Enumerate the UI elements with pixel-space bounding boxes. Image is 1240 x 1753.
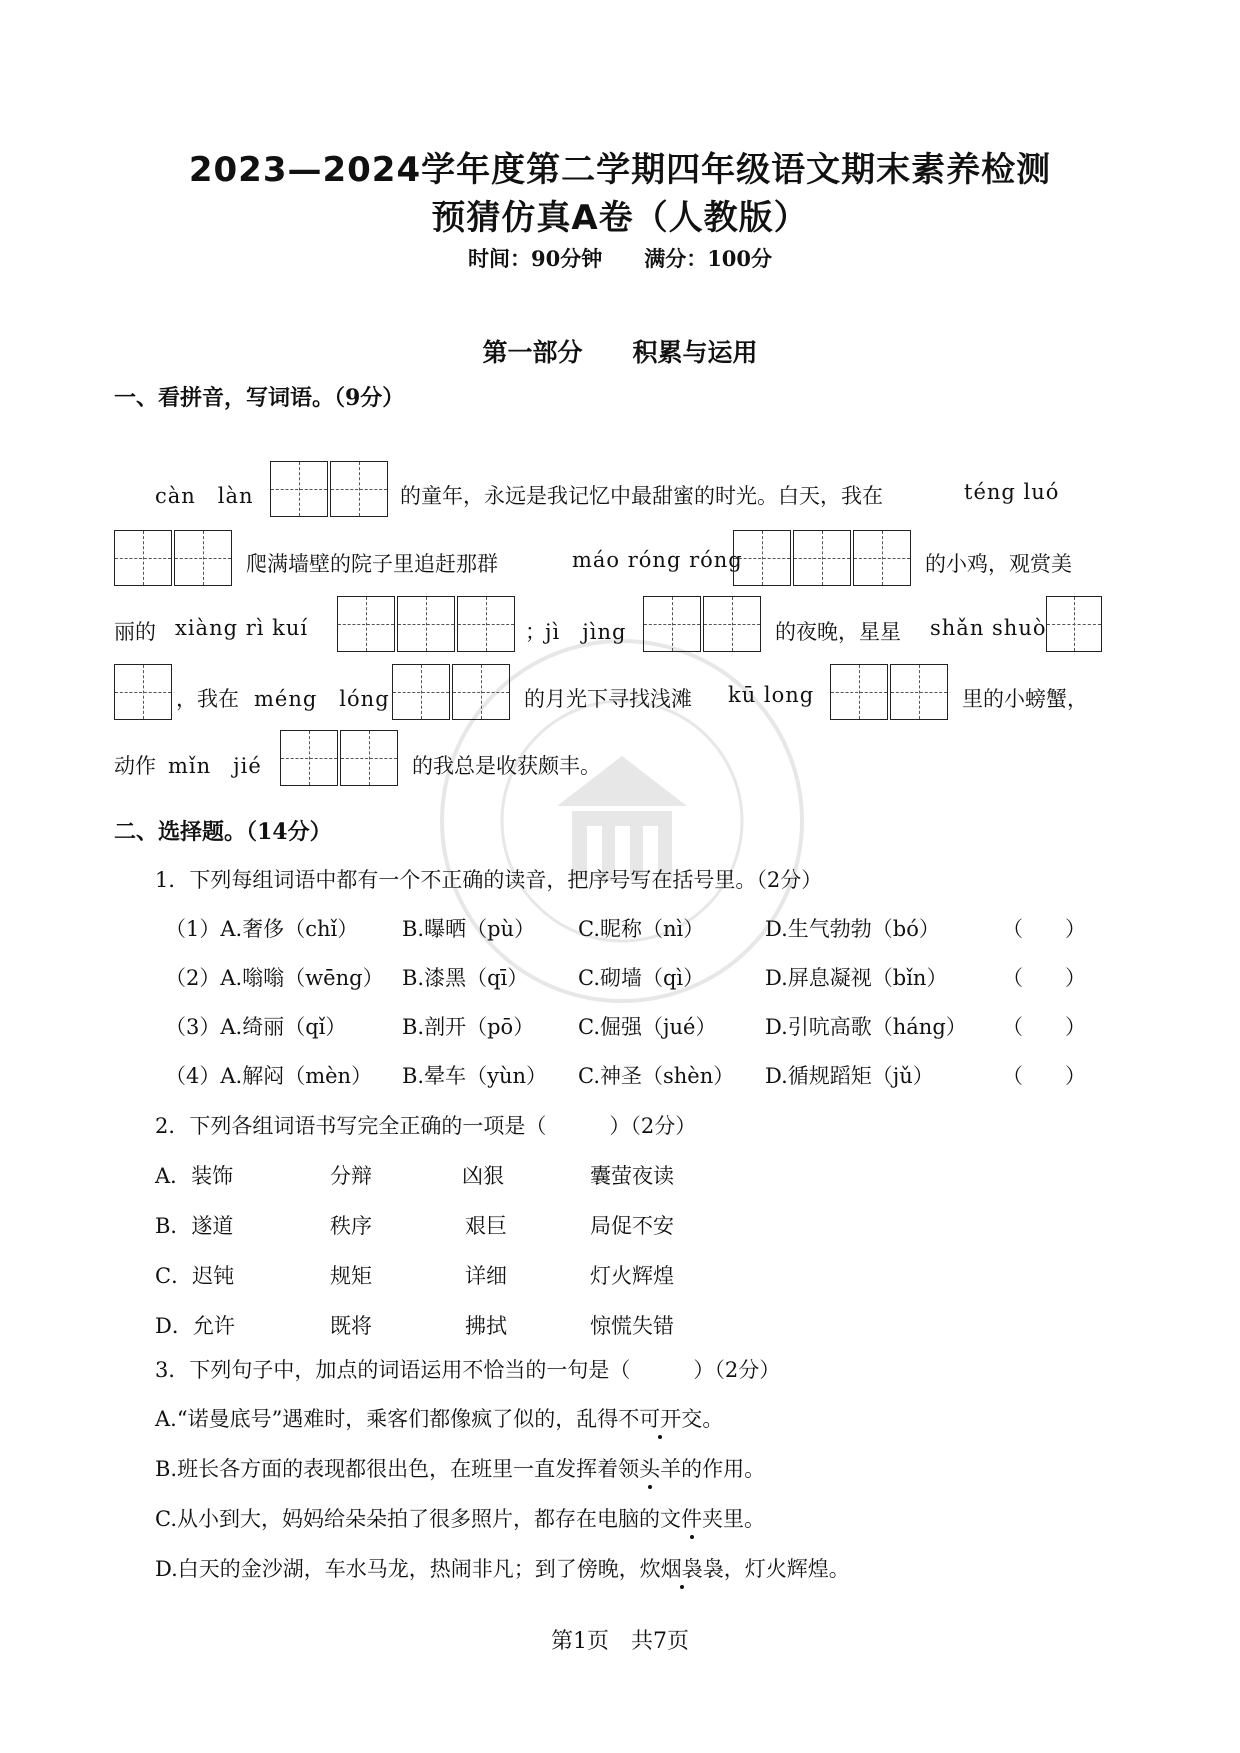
q2-word: 局促不安 bbox=[590, 1214, 674, 1238]
q3-text: C.从小到大，妈妈给朵朵拍了很多照片，都存在电脑的 bbox=[155, 1507, 660, 1531]
answer-grid[interactable] bbox=[340, 730, 398, 786]
q3-text: B.班长各方面的表现都很出色，在班里一直发挥着 bbox=[155, 1457, 619, 1481]
dotted-phrase: 炊烟袅袅 bbox=[639, 1557, 724, 1581]
exam-title-line2: 预猜仿真A卷（人教版） bbox=[431, 198, 809, 238]
q3-stem: 3．下列句子中，加点的词语运用不恰当的一句是（ ）（2分） bbox=[155, 1358, 781, 1382]
q1-option-d: D.屏息凝视（bǐn） bbox=[765, 966, 948, 990]
q2-word: 详细 bbox=[465, 1264, 507, 1288]
q1-option-b: B.曝晒（pù） bbox=[402, 917, 536, 941]
answer-grid[interactable] bbox=[114, 530, 172, 586]
pinyin-1: càn làn bbox=[155, 484, 254, 508]
q3-text: 的作用。 bbox=[681, 1457, 766, 1481]
q3-text: 。 bbox=[702, 1407, 724, 1431]
section2-heading: 二、选择题。（14分） bbox=[114, 819, 332, 845]
q3-option-a bbox=[155, 1403, 723, 1433]
q1-option-c: C.倔强（jué） bbox=[578, 1015, 717, 1039]
pinyin-3: máo róng róng bbox=[572, 548, 743, 572]
exam-title-line1: 2023—2024学年度第二学期四年级语文期末素养检测 bbox=[188, 150, 1052, 190]
answer-grid[interactable] bbox=[330, 461, 388, 517]
part1-title: 第一部分 积累与运用 bbox=[482, 338, 758, 367]
answer-blank[interactable]: （ ） bbox=[1002, 1015, 1086, 1039]
q1-option-a: （4）A.解闷（mèn） bbox=[165, 1064, 373, 1088]
pinyin-5: jì jìng bbox=[545, 620, 627, 644]
section1-heading: 一、看拼音，写词语。（9分） bbox=[114, 385, 405, 411]
text-segment: 爬满墙壁的院子里追赶那群 bbox=[246, 552, 498, 576]
answer-grid[interactable] bbox=[397, 596, 455, 652]
q3-option-b bbox=[155, 1453, 765, 1483]
text-segment: ； bbox=[525, 620, 546, 644]
time-score-info: 时间：90分钟 满分：100分 bbox=[467, 246, 773, 271]
q1-stem: 1．下列每组词语中都有一个不正确的读音，把序号写在括号里。（2分） bbox=[155, 868, 823, 892]
q1-option-d: D.引吭高歌（háng） bbox=[765, 1015, 967, 1039]
q3-option-d bbox=[155, 1553, 850, 1583]
q3-option-c bbox=[155, 1503, 765, 1533]
answer-grid[interactable] bbox=[174, 530, 232, 586]
text-segment: 的小鸡，观赏美 bbox=[925, 552, 1072, 576]
answer-grid[interactable] bbox=[853, 530, 911, 586]
dotted-phrase: 文件夹 bbox=[660, 1507, 723, 1531]
answer-grid[interactable] bbox=[270, 461, 328, 517]
text-segment: 的月光下寻找浅滩 bbox=[524, 687, 692, 711]
answer-grid[interactable] bbox=[457, 596, 515, 652]
dotted-phrase: 领头羊 bbox=[618, 1457, 682, 1481]
q3-text: 里。 bbox=[723, 1507, 765, 1531]
q1-option-a: （1）A.奢侈（chǐ） bbox=[165, 917, 359, 941]
answer-blank[interactable]: （ ） bbox=[1002, 917, 1086, 941]
q3-text: ，灯火辉煌。 bbox=[723, 1557, 850, 1581]
q3-text: A.“诺曼底号”遇难时，乘客们都像疯了似的，乱得 bbox=[155, 1407, 619, 1431]
pinyin-7: méng lóng bbox=[254, 687, 390, 711]
q1-option-b: B.漆黑（qī） bbox=[402, 966, 529, 990]
text-segment: 里的小螃蟹， bbox=[962, 687, 1088, 711]
page-footer: 第1页 共7页 bbox=[551, 1629, 689, 1654]
pinyin-4: xiàng rì kuí bbox=[175, 616, 309, 640]
q1-option-c: C.砌墙（qì） bbox=[578, 966, 705, 990]
q1-option-c: C.神圣（shèn） bbox=[578, 1064, 735, 1088]
q1-option-d: D.循规蹈矩（jǔ） bbox=[765, 1064, 934, 1088]
answer-grid[interactable] bbox=[280, 730, 338, 786]
answer-grid[interactable] bbox=[830, 664, 888, 720]
q3-text: D.白天的金沙湖，车水马龙，热闹非凡；到了傍晚， bbox=[155, 1557, 640, 1581]
q2-stem: 2．下列各组词语书写完全正确的一项是（ ）（2分） bbox=[155, 1114, 697, 1138]
answer-grid[interactable] bbox=[114, 664, 172, 720]
answer-grid[interactable] bbox=[452, 664, 510, 720]
q2-word: 规矩 bbox=[330, 1264, 372, 1288]
q2-word: 分辩 bbox=[330, 1164, 372, 1188]
q2-word: 惊慌失错 bbox=[590, 1314, 674, 1338]
pinyin-2: téng luó bbox=[964, 480, 1060, 504]
q2-word: A．装饰 bbox=[155, 1164, 234, 1188]
q1-option-b: B.剖开（pō） bbox=[402, 1015, 535, 1039]
q2-word: 秩序 bbox=[330, 1214, 372, 1238]
q1-option-d: D.生气勃勃（bó） bbox=[765, 917, 940, 941]
q2-word: 拂拭 bbox=[465, 1314, 507, 1338]
pinyin-9: mǐn jié bbox=[168, 754, 262, 778]
answer-blank[interactable]: （ ） bbox=[1002, 966, 1086, 990]
q2-word: 凶狠 bbox=[462, 1164, 504, 1188]
answer-grid[interactable] bbox=[337, 596, 395, 652]
text-segment: 的我总是收获颇丰。 bbox=[412, 754, 601, 778]
answer-grid[interactable] bbox=[733, 530, 791, 586]
pinyin-8: kū long bbox=[728, 683, 815, 707]
q2-word: 灯火辉煌 bbox=[590, 1264, 674, 1288]
pinyin-6: shǎn shuò bbox=[930, 616, 1047, 640]
answer-grid[interactable] bbox=[392, 664, 450, 720]
answer-grid[interactable] bbox=[793, 530, 851, 586]
text-segment: ，我在 bbox=[176, 687, 239, 711]
answer-grid[interactable] bbox=[643, 596, 701, 652]
q2-word: B．遂道 bbox=[155, 1214, 234, 1238]
q1-option-c: C.昵称（nì） bbox=[578, 917, 705, 941]
answer-grid[interactable] bbox=[1046, 596, 1102, 652]
q2-word: C．迟钝 bbox=[155, 1264, 235, 1288]
q1-option-b: B.晕车（yùn） bbox=[402, 1064, 548, 1088]
text-segment: 丽的 bbox=[114, 620, 156, 644]
dotted-phrase: 不可开交 bbox=[618, 1407, 703, 1431]
text-segment: 的童年，永远是我记忆中最甜蜜的时光。白天，我在 bbox=[400, 484, 883, 508]
text-segment: 动作 bbox=[114, 754, 156, 778]
answer-grid[interactable] bbox=[890, 664, 948, 720]
answer-blank[interactable]: （ ） bbox=[1002, 1064, 1086, 1088]
answer-grid[interactable] bbox=[703, 596, 761, 652]
q2-word: 囊萤夜读 bbox=[590, 1164, 674, 1188]
text-segment: 的夜晚，星星 bbox=[775, 620, 901, 644]
q1-option-a: （3）A.绮丽（qǐ） bbox=[165, 1015, 347, 1039]
q1-option-a: （2）A.嗡嗡（wēng） bbox=[165, 966, 384, 990]
q2-word: 艰巨 bbox=[465, 1214, 507, 1238]
q2-word: 既将 bbox=[330, 1314, 372, 1338]
q2-word: D．允许 bbox=[155, 1314, 235, 1338]
